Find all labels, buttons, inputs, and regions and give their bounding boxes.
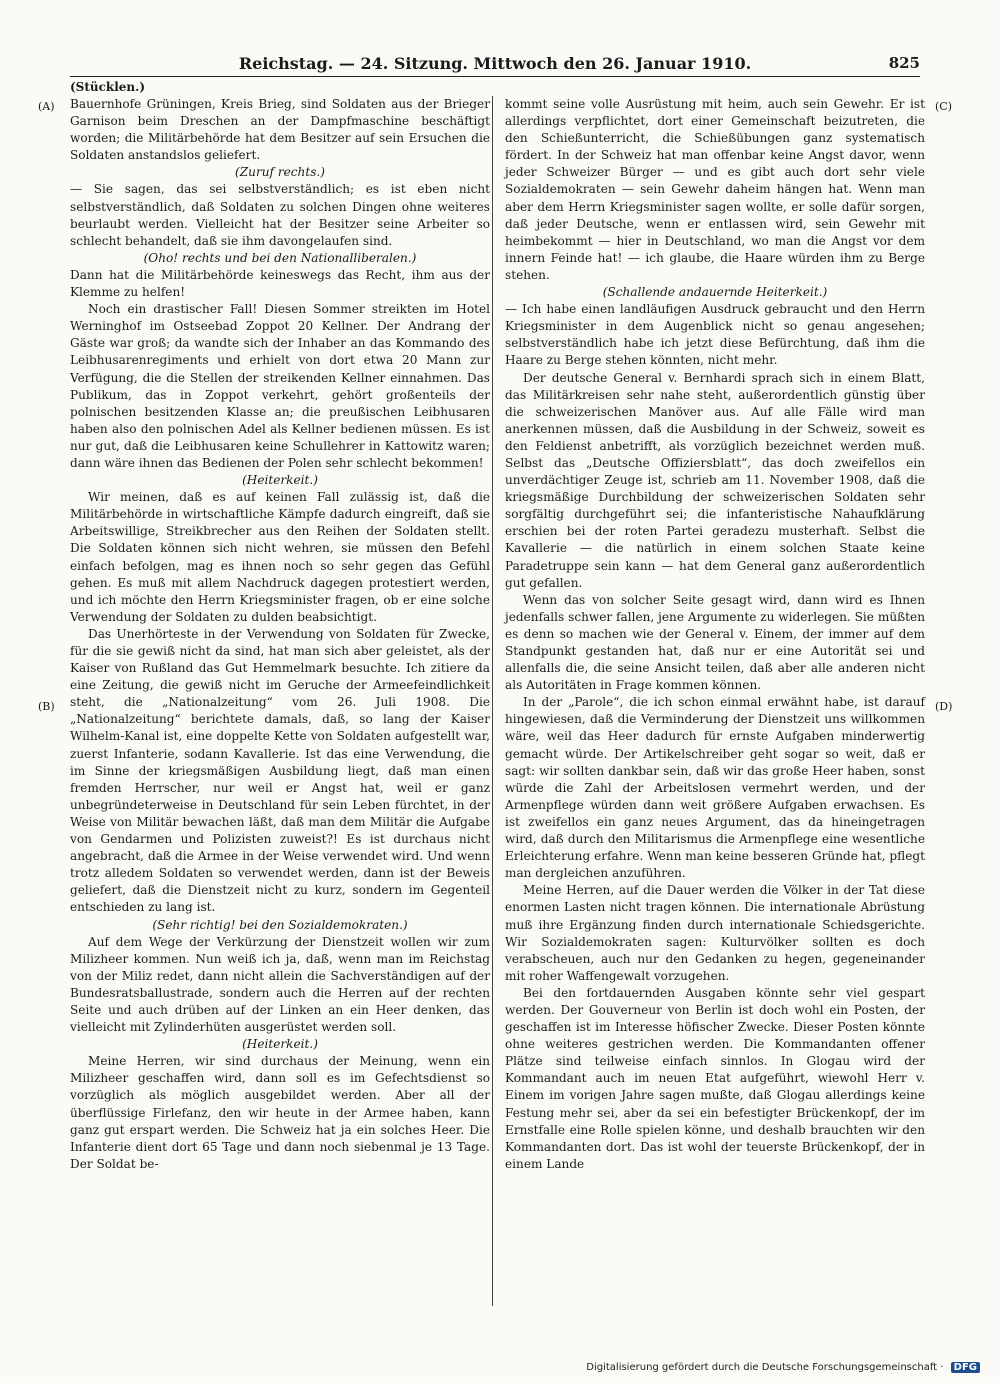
- margin-marker-c: (C): [935, 100, 952, 113]
- page-header: [70, 50, 920, 76]
- paragraph: Der deutsche General v. Bernhardi sprach sich in einem Blatt, das Militärkreisen sehr nahe steht, außerordentlich günstig über die schweizerischen Manöver aus. Auf alle Fälle wird man anerkennen müssen, daß die Ausbildung in der Schweiz, soweit es den Feldienst anbetrifft, als vorzüglich bezeichnet werden muß. Selbst das „Deutsche Offiziersblatt“, das doch zweifellos ein unverdächtiger Zeuge ist, schrieb am 11. November 1908, daß die kriegsmäßige Durchbildung der schweizerischen Soldaten sehr sorgfältig durchgeführt sei; die infanteristische Nahaufklärung erschien bei der roten Partei geradezu musterhaft. Selbst die Kavallerie — die natürlich in einem solchen Staate keine Paradetruppe sein kann — hat dem General ganz außerordentlich gut gefallen.: [505, 370, 925, 590]
- paragraph: — Sie sagen, das sei selbstverständlich; es ist eben nicht selbstverständlich, daß Soldaten zu solchen Dingen ohne weiteres beurlaubt werden. Vielleicht hat der Besitzer seine Arbeiter so schlecht behandelt, daß sie ihm davongelaufen sind.: [70, 182, 490, 248]
- right-column: [505, 96, 925, 1173]
- paragraph: In der „Parole“, die ich schon einmal erwähnt habe, ist darauf hingewiesen, daß die Verminderung der Dienstzeit uns willkommen wäre, weil das Heer dadurch für ernste Aufgaben minderwertig gemacht würde. Der Artikelschreiber geht sogar so weit, daß er sagt: wir sollten dankbar sein, daß wir das große Heer haben, sonst würde die Zahl der Arbeitslosen vermehrt werden, und der Armenpflege würden dann weit größere Aufgaben erwachsen. Es ist zweifellos ein ganz neues Argument, das da hineingetragen wird, daß durch den Militarismus die Armenpflege eine wesentliche Erleichterung erfahre. Wenn man keine besseren Gründe hat, pflegt man dergleichen anzuführen.: [505, 695, 925, 881]
- footer-credit: [586, 1362, 980, 1373]
- margin-marker-d: (D): [935, 700, 953, 713]
- interjection: (Zuruf rechts.): [235, 165, 325, 180]
- interjection: (Heiterkeit.): [242, 1037, 318, 1052]
- interjection: (Oho! rechts und bei den Nationalliberalen.): [143, 250, 417, 265]
- interjection: (Heiterkeit.): [242, 473, 318, 488]
- paragraph: Meine Herren, wir sind durchaus der Meinung, wenn ein Milizheer geschaffen wird, dann soll es im Gefechtsdienst so vorzüglich als möglich ausgebildet werden. Aber all der überflüssige Firlefanz, den wir heute in der Armee haben, kann ganz gut erspart werden. Die Schweiz hat ja ein solches Heer. Die Infanterie dient dort 65 Tage und dann noch siebenmal je 13 Tage. Der Soldat be-: [70, 1054, 490, 1171]
- interjection: (Schallende andauernde Heiterkeit.): [602, 285, 828, 300]
- dfg-logo: DFG: [951, 1362, 980, 1373]
- paragraph: Noch ein drastischer Fall! Diesen Sommer streikten im Hotel Werninghof im Ostseebad Zoppot 20 Kellner. Der Andrang der Gäste war groß; da wandte sich der Inhaber an das Kommando des Leibhusarenregiments und erhielt von dort etwa 20 Mann zur Verfügung, die die Stellen der streikenden Kellner einnahmen. Das Publikum, das in Zoppot verkehrt, gehört großenteils der polnischen besitzenden Klasse an; die preußischen Leibhusaren haben also den polnischen Adel als Kellner bedienen müssen. Es ist nur gut, daß die Leibhusaren keine Schullehrer in Kattowitz waren; dann wäre ihnen das Bedienen der Polen sehr schlecht bekommen!: [70, 302, 490, 470]
- paragraph: Wir meinen, daß es auf keinen Fall zulässig ist, daß die Militärbehörde in wirtschaftliche Kämpfe dadurch eingreift, daß sie Arbeitswillige, Streikbrecher aus den Reihen der Soldaten stellt. Die Soldaten können sich nicht wehren, sie müssen den Befehl einfach befolgen, mag es ihnen noch so sehr gegen das Gefühl gehen. Es muß mit allem Nachdruck dagegen protestiert werden, und ich möchte den Herrn Kriegsminister fragen, ob er eine solche Verwendung der Soldaten zu dulden beabsichtigt.: [70, 490, 490, 624]
- paragraph: Bauernhofe Grüningen, Kreis Brieg, sind Soldaten aus der Brieger Garnison beim Dreschen an der Dampfmaschine beschäftigt worden; die Militärbehörde hat dem Besitzer auf sein Ersuchen die Soldaten anstandslos geliefert.: [70, 97, 490, 163]
- left-column: [70, 96, 490, 1173]
- paragraph: — Ich habe einen landläufigen Ausdruck gebraucht und den Herrn Kriegsminister in dem Augenblick nicht so genau angesehen; selbstverständlich habe ich jetzt diese Befürchtung, daß ihm die Haare zu Berge stehen könnten, nicht mehr.: [505, 302, 925, 368]
- paragraph: Das Unerhörteste in der Verwendung von Soldaten für Zwecke, für die sie gewiß nicht da sind, hat man sich aber geleistet, als der Kaiser von Rußland das Gut Hemmelmark besuchte. Ich zitiere da eine Zeitung, die gewiß nicht im Geruche der Armeefeindlichkeit steht, die „Nationalzeitung“ vom 26. Juli 1908. Die „Nationalzeitung“ berichtete damals, daß, so lang der Kaiser Wilhelm-Kanal ist, eine doppelte Kette von Soldaten aufgestellt war, zuerst Infanterie, sodann Kavallerie. Ist das eine Verwendung, die im Sinne der kriegsmäßigen Ausbildung liegt, daß man einen fremden Herrscher, nur weil er Angst hat, weil er ganz unbegründeterweise in Deutschland für sein Leben fürchtet, in der Weise von Militär bewachen läßt, daß man dem Militär die Aufgabe von Gendarmen und Polizisten zuweist?! Es ist durchaus nicht angebracht, daß die Armee in der Weise verwendet wird. Und wenn trotz alledem Soldaten so verwendet werden, dann ist der Beweis geliefert, daß die Dienstzeit nicht zu kurz, sondern im Gegenteil entschieden zu lang ist.: [70, 626, 490, 915]
- speaker-name: (Stücklen.): [70, 80, 146, 94]
- footer-text: Digitalisierung gefördert durch die Deutsche Forschungsgemeinschaft ·: [586, 1362, 944, 1373]
- paragraph: Bei den fortdauernden Ausgaben könnte sehr viel gespart werden. Der Gouverneur von Berlin ist doch wohl ein Posten, der geschaffen ist im Interesse höfischer Zwecke. Dieser Posten könnte ohne weiteres gestrichen werden. Die Kommandanten offener Plätze sind teilweise einfach sinnlos. In Glogau wird der Kommandant auch im neuen Etat aufgeführt, wiewohl Herr v. Einem im vorigen Jahre sagen mußte, daß Glogau allerdings keine Festung mehr sei, aber da sei ein befestigter Brückenkopf, der im Ernstfalle eine Rolle spielen könne, und deshalb brauchten wir den Kommandanten dort. Das ist wohl der teuerste Brückenkopf, der in einem Lande: [505, 985, 925, 1171]
- paragraph: Dann hat die Militärbehörde keineswegs das Recht, ihm aus der Klemme zu helfen!: [70, 267, 490, 300]
- page-number: 825: [888, 54, 920, 72]
- interjection: (Sehr richtig! bei den Sozialdemokraten.): [152, 917, 408, 932]
- paragraph: Auf dem Wege der Verkürzung der Dienstzeit wollen wir zum Milizheer kommen. Nun weiß ich ja, daß, wenn man im Reichstag von der Miliz redet, dann nicht allein die Sachverständigen auf der Bundesratsballustrade, sondern auch die Herren auf der rechten Seite und auch drüben auf der Linken an ein Heer denken, das vielleicht mit Zylinderhüten ausgerüstet werden soll.: [70, 934, 490, 1035]
- running-head: Reichstag. — 24. Sitzung. Mittwoch den 26. Januar 1910.: [238, 54, 752, 73]
- paragraph: Meine Herren, auf die Dauer werden die Völker in der Tat diese enormen Lasten nicht tragen können. Die internationale Abrüstung muß ihre Ergänzung finden durch internationale Schiedsgerichte. Wir Sozialdemokraten sagen: Kulturvölker sollten es doch verabscheuen, auch nur den Gedanken zu hegen, gegeneinander mit roher Waffengewalt vorzugehen.: [505, 883, 925, 983]
- margin-marker-b: (B): [38, 700, 55, 713]
- paragraph: kommt seine volle Ausrüstung mit heim, auch sein Gewehr. Er ist allerdings verpflichtet, dort einer Gemeinschaft beizutreten, die den Schießunterricht, die Schießübungen ganz systematisch fördert. In der Schweiz hat man offenbar keine Angst davor, wenn jeder Schweizer Bürger — und es gibt auch dort sehr viele Sozialdemokraten — sein Gewehr daheim hängen hat. Wenn man aber dem Herrn Kriegsminister sagen wollte, er solle dafür sorgen, daß jeder Deutsche, wenn er entlassen wird, sein Gewehr mit heimbekommt — hier in Deutschland, wo man die Angst vor dem innern Feinde hat! — ich glaube, die Haare würden ihm zu Berge stehen.: [505, 97, 925, 282]
- paragraph: Wenn das von solcher Seite gesagt wird, dann wird es Ihnen jedenfalls schwer fallen, jene Argumente zu widerlegen. Sie müßten es denn so machen wie der General v. Einem, der immer auf dem Standpunkt gestanden hat, daß nur er eine Autorität sei und allenfalls die, die seine Ansicht teilen, daß aber alle anderen nicht als Autoritäten in Frage kommen können.: [505, 592, 925, 693]
- margin-marker-a: (A): [38, 100, 55, 113]
- header-rule: [70, 76, 920, 77]
- column-separator: [492, 96, 493, 1306]
